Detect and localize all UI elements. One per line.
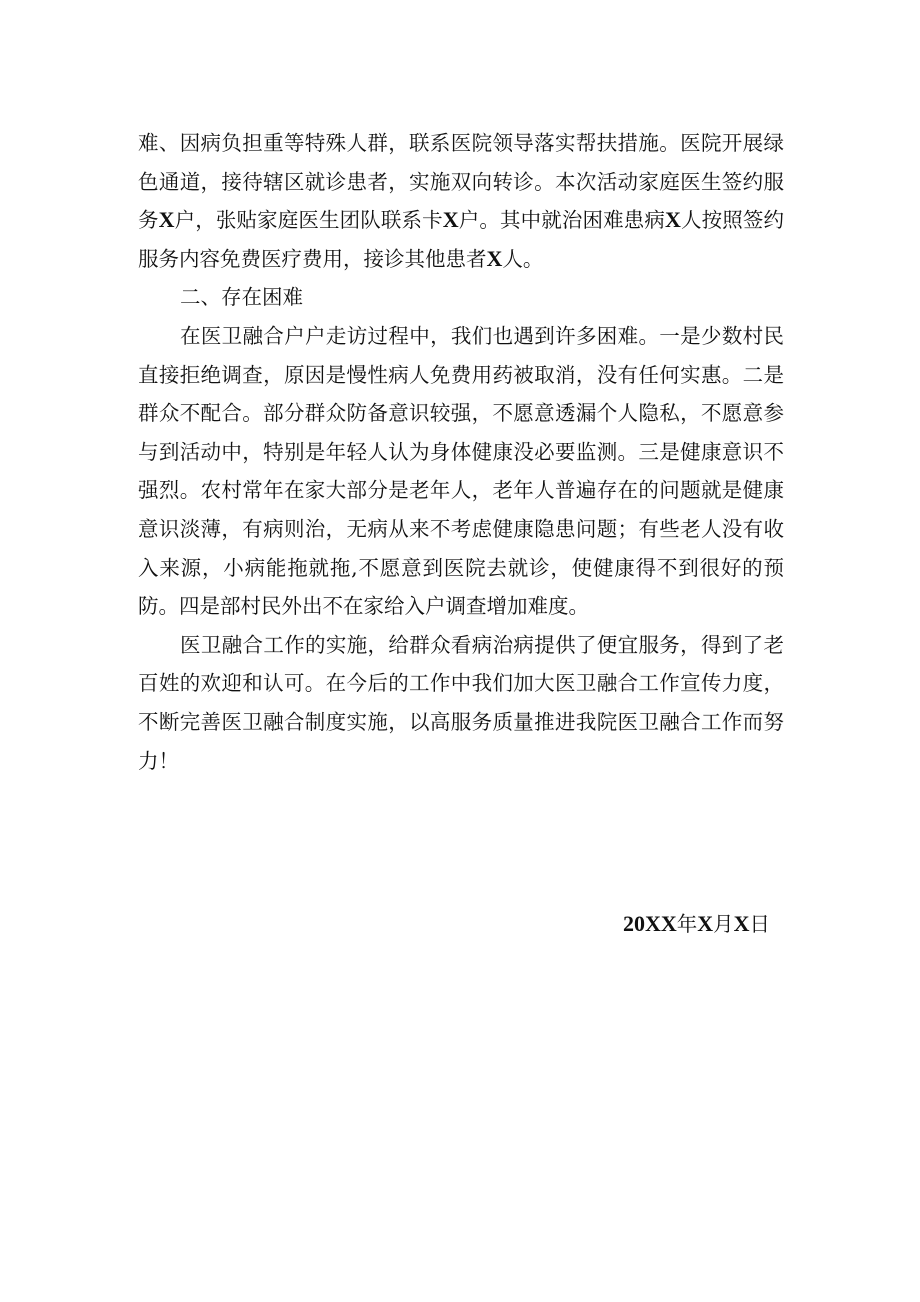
paragraph-text: 人按照签约服务内容免费医疗费用，接诊其他患者 [138, 208, 785, 271]
paragraph-text: 户。其中就治困难患病 [458, 208, 665, 233]
paragraph-difficulties: 在医卫融合户户走访过程中，我们也遇到许多困难。一是少数村民直接拒绝调查，原因是慢性病人免费用药被取消，没有任何实惠。二是群众不配合。部分群众防备意识较强，不愿意透漏个人隐私，不愿意参与到活动中，特别是年轻人认为身体健康没必要监测。三是健康意识不强烈。农村常年在家大部分是老年人，老年人普遍存在的问题就是健康意识淡薄，有病则治，无病从来不考虑健康隐患问题；有些老人没有收入来源，小病能拖就拖,不愿意到医院去就诊，使健康得不到很好的预防。四是部村民外出不在家给入户调查增加难度。 [138, 323, 784, 619]
section-heading: 二、存在困难 [180, 285, 303, 310]
paragraph-continued [138, 124, 784, 278]
paragraph-conclusion: 医卫融合工作的实施，给群众看病治病提供了便宜服务，得到了老百姓的欢迎和认可。在今后的工作中我们加大医卫融合工作宣传力度，不断完善医卫融合制度实施，以高服务质量推进我院医卫融合工作而努力！ [138, 632, 784, 773]
date-year-unit: 年 [676, 912, 698, 936]
placeholder-x: X [158, 207, 175, 233]
paragraph-text: 难、因病负担重等特殊人群，联系医院领导落实帮扶措施。医院开展绿色通道，接待辖区就诊患者，实施双向转诊。本次活动家庭医生签约服务 [138, 131, 784, 233]
date-year: 20XX [622, 911, 677, 936]
placeholder-x: X [665, 207, 681, 233]
document-body [138, 124, 784, 780]
placeholder-x: X [442, 207, 459, 233]
date-day: X [733, 911, 750, 936]
date-month: X [697, 911, 714, 936]
placeholder-x: X [486, 245, 503, 271]
paragraph-text: 人。 [502, 246, 544, 271]
date-day-unit: 日 [749, 912, 770, 936]
date-month-unit: 月 [713, 912, 734, 936]
paragraph-text: 户，张贴家庭医生团队联系卡 [174, 208, 443, 233]
document-date [623, 905, 770, 944]
